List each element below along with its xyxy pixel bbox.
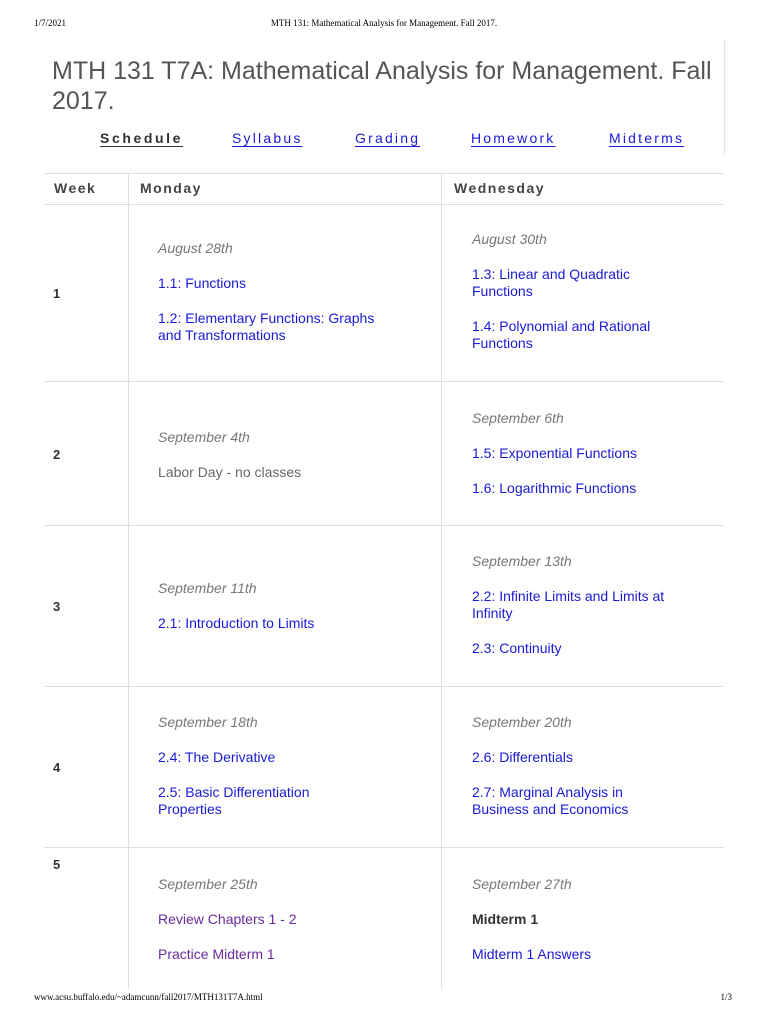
wednesday-cell xyxy=(472,409,732,497)
topic-link[interactable]: 2.4: The Derivative xyxy=(158,749,276,765)
wednesday-cell xyxy=(472,552,682,657)
class-date: September 11th xyxy=(158,580,257,596)
table-row xyxy=(44,687,724,848)
class-date: September 27th xyxy=(472,876,572,892)
header-monday: Monday xyxy=(140,180,202,196)
topic-link[interactable]: 2.2: Infinite Limits and Limits at Infinity xyxy=(472,588,665,621)
topic-link[interactable]: 1.2: Elementary Functions: Graphs and Transformations xyxy=(158,310,375,343)
topic-link[interactable]: 1.5: Exponential Functions xyxy=(472,445,637,461)
table-row xyxy=(44,382,724,526)
monday-cell xyxy=(158,579,418,632)
nav-syllabus[interactable]: Syllabus xyxy=(232,130,303,146)
week-number: 1 xyxy=(53,286,61,301)
monday-cell xyxy=(158,875,418,963)
wednesday-cell xyxy=(472,230,682,352)
header-week: Week xyxy=(54,180,97,196)
week-number: 4 xyxy=(53,760,61,775)
main-nav xyxy=(0,130,768,150)
table-header xyxy=(44,173,724,205)
class-date: September 18th xyxy=(158,714,258,730)
topic-link[interactable]: 1.6: Logarithmic Functions xyxy=(472,480,637,496)
midterm-label: Midterm 1 xyxy=(472,911,539,927)
week-number: 3 xyxy=(53,599,61,614)
monday-cell xyxy=(158,428,418,481)
class-date: September 13th xyxy=(472,553,572,569)
review-link[interactable]: Review Chapters 1 - 2 xyxy=(158,911,297,927)
week-number: 2 xyxy=(53,447,61,462)
nav-grading[interactable]: Grading xyxy=(355,130,421,146)
table-row xyxy=(44,203,724,382)
print-title: MTH 131: Mathematical Analysis for Management. Fall 2017. xyxy=(270,18,498,28)
class-date: August 30th xyxy=(472,231,547,247)
no-class-note: Labor Day - no classes xyxy=(158,464,302,480)
nav-midterms[interactable]: Midterms xyxy=(609,130,685,146)
topic-link[interactable]: 2.6: Differentials xyxy=(472,749,573,765)
week-number: 5 xyxy=(53,857,61,872)
monday-cell xyxy=(158,239,418,344)
print-page-number: 1/3 xyxy=(720,992,732,1002)
topic-link[interactable]: 2.1: Introduction to Limits xyxy=(158,615,315,631)
class-date: September 4th xyxy=(158,429,250,445)
class-date: September 25th xyxy=(158,876,258,892)
topic-link[interactable]: 1.3: Linear and Quadratic Functions xyxy=(472,266,630,299)
topic-link[interactable]: 2.7: Marginal Analysis in Business and Economics xyxy=(472,784,629,817)
nav-homework[interactable]: Homework xyxy=(471,130,556,146)
nav-schedule[interactable]: Schedule xyxy=(100,130,184,146)
midterm-answers-link[interactable]: Midterm 1 Answers xyxy=(472,946,592,962)
header-wednesday: Wednesday xyxy=(454,180,546,196)
print-date: 1/7/2021 xyxy=(34,18,67,28)
practice-midterm-link[interactable]: Practice Midterm 1 xyxy=(158,946,275,962)
class-date: September 6th xyxy=(472,410,564,426)
topic-link[interactable]: 1.1: Functions xyxy=(158,275,246,291)
topic-link[interactable]: 2.3: Continuity xyxy=(472,640,562,656)
wednesday-cell xyxy=(472,875,732,963)
topic-link[interactable]: 1.4: Polynomial and Rational Functions xyxy=(472,318,651,351)
class-date: September 20th xyxy=(472,714,572,730)
table-row xyxy=(44,848,724,989)
page-title: MTH 131 T7A: Mathematical Analysis for Management. Fall 2017. xyxy=(52,57,712,115)
class-date: August 28th xyxy=(158,240,233,256)
wednesday-cell xyxy=(472,713,672,818)
monday-cell xyxy=(158,713,418,818)
print-url: www.acsu.buffalo.edu/~adamcunn/fall2017/MTH131T7A.html xyxy=(34,992,263,1002)
topic-link[interactable]: 2.5: Basic Differentiation Properties xyxy=(158,784,310,817)
table-row xyxy=(44,526,724,687)
